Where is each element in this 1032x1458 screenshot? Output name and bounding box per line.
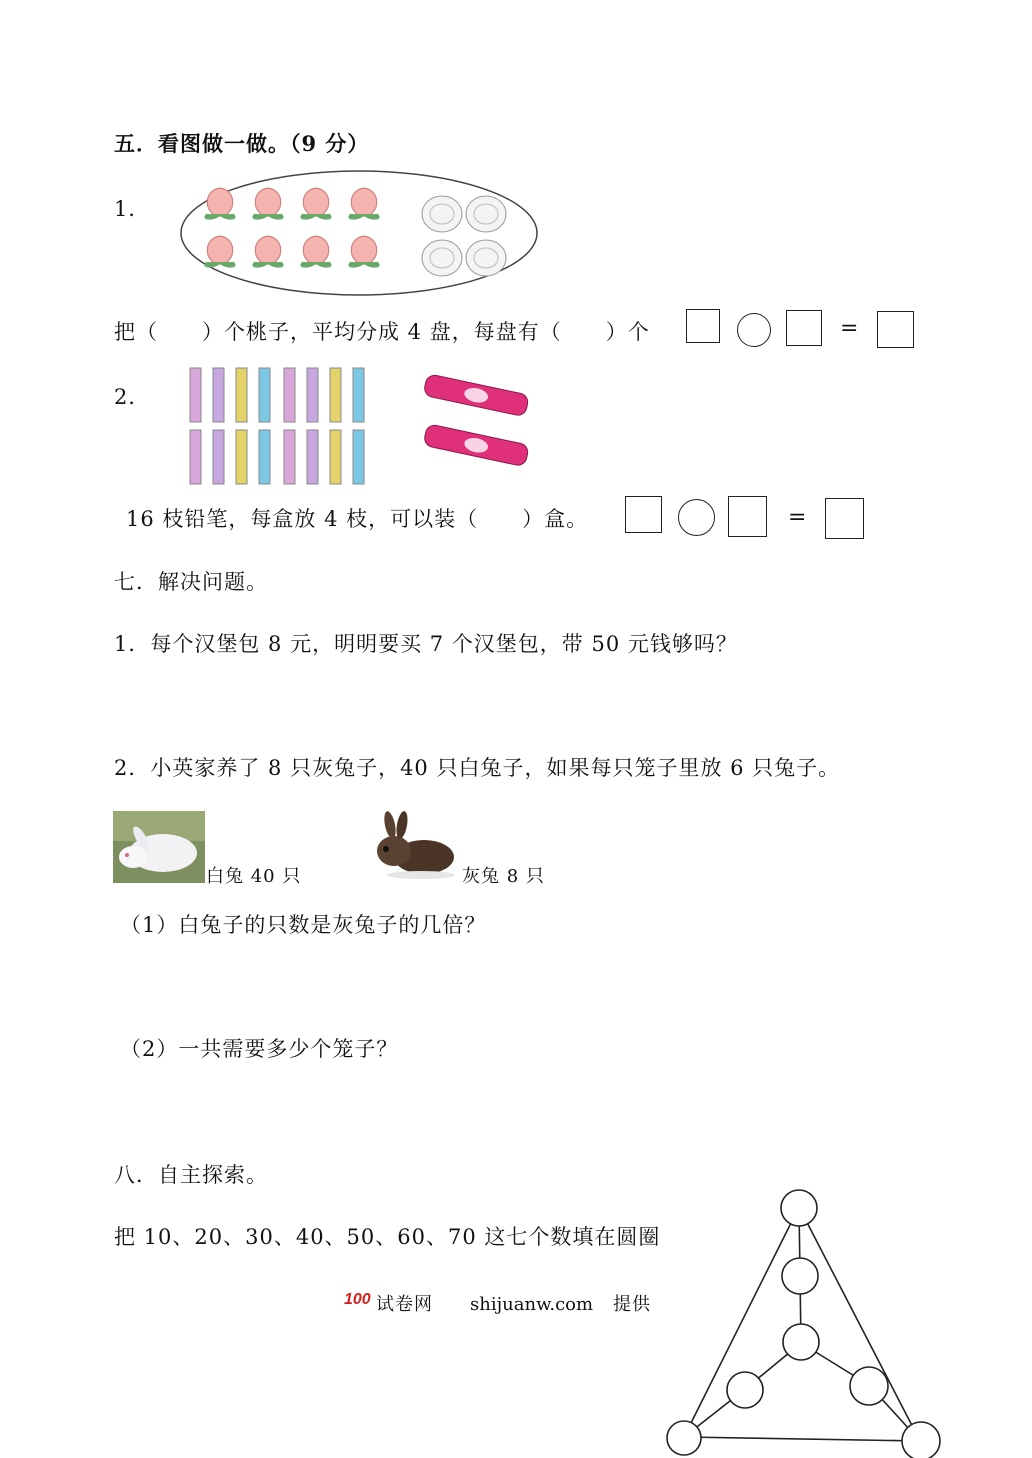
equals-sign: = <box>788 505 807 530</box>
question-5-1-text: 把（ ）个桃子，平均分成 4 盘，每盘有（ ）个 <box>114 320 650 344</box>
peaches-plates-image <box>180 170 540 298</box>
puzzle-circle <box>902 1422 940 1458</box>
result-box[interactable] <box>877 311 914 348</box>
provided-label: 提供 <box>613 1294 651 1315</box>
question-5-2-number: 2． <box>114 385 151 409</box>
operator-circle[interactable] <box>737 313 771 347</box>
triangle-circle-puzzle <box>660 1185 950 1458</box>
question-7-2-sub-2: （2）一共需要多少个笼子？ <box>120 1037 399 1061</box>
puzzle-circle <box>782 1258 818 1294</box>
gray-rabbit-label: 灰兔 8 只 <box>462 866 545 887</box>
section-8-text: 把 10、20、30、40、50、60、70 这七个数填在圆圈 <box>114 1225 661 1249</box>
operator-circle[interactable] <box>678 499 715 536</box>
site-name: 试卷网 <box>376 1294 433 1315</box>
question-7-1: 1．每个汉堡包 8 元，明明要买 7 个汉堡包，带 50 元钱够吗？ <box>114 632 738 656</box>
white-rabbit-label: 白兔 40 只 <box>206 866 302 887</box>
section-7-title: 七．解决问题。 <box>114 570 268 594</box>
result-box[interactable] <box>825 498 864 539</box>
question-7-2: 2．小英家养了 8 只灰兔子，40 只白兔子，如果每只笼子里放 6 只兔子。 <box>114 756 841 780</box>
question-7-2-sub-1: （1）白兔子的只数是灰兔子的几倍？ <box>120 913 487 937</box>
question-5-2-text: 16 枝铅笔，每盒放 4 枝，可以装（ ）盒。 <box>126 507 589 531</box>
equals-sign: = <box>840 316 859 341</box>
answer-box[interactable] <box>686 309 720 343</box>
puzzle-circle <box>667 1421 701 1455</box>
white-rabbit-photo <box>113 811 205 883</box>
answer-box[interactable] <box>728 496 767 537</box>
section-5-title: 五．看图做一做。（9 分） <box>114 131 370 156</box>
puzzle-circle <box>781 1190 817 1226</box>
pencil-boxes-image <box>420 376 535 474</box>
gray-rabbit-photo <box>366 811 462 883</box>
site-url: shijuanw.com <box>470 1294 594 1315</box>
section-8-title: 八．自主探索。 <box>114 1163 268 1187</box>
puzzle-circle <box>850 1367 888 1405</box>
puzzle-circle <box>727 1372 763 1408</box>
answer-box[interactable] <box>625 496 662 533</box>
site-logo: 100 <box>344 1291 371 1308</box>
puzzle-circle <box>783 1324 819 1360</box>
pencils-image <box>188 366 368 488</box>
answer-box[interactable] <box>786 310 822 346</box>
question-5-1-number: 1． <box>114 197 151 221</box>
